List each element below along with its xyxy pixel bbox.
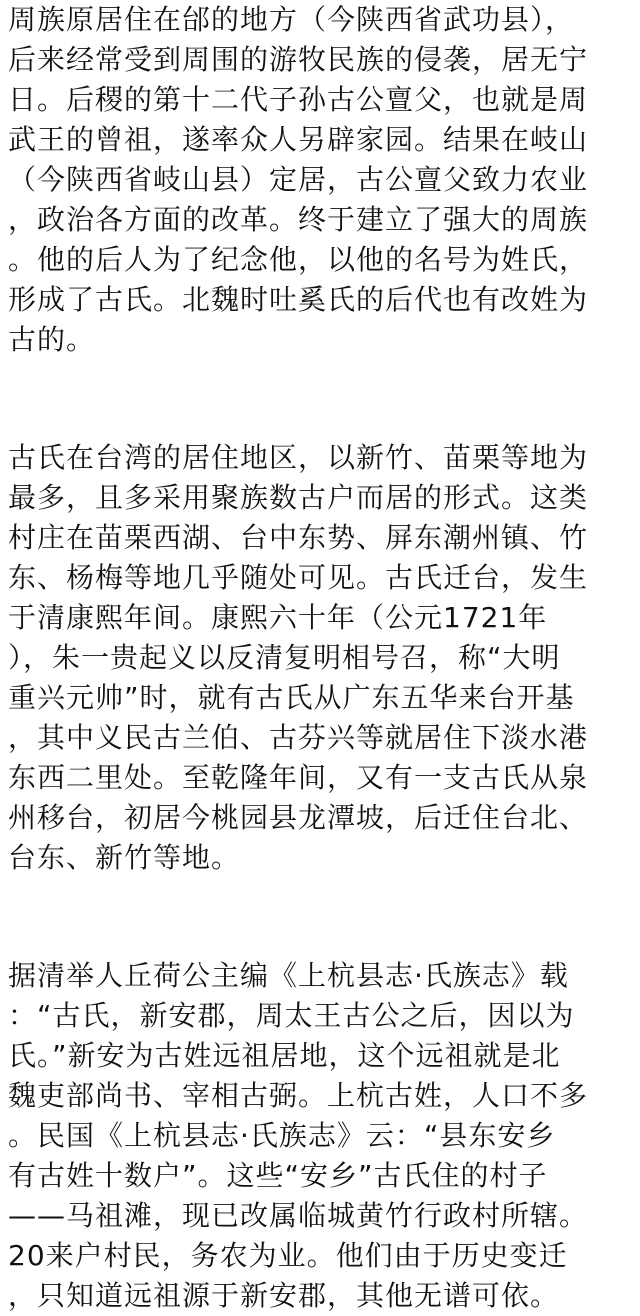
text-line: ——马祖滩，现已改属临城黄竹行政村所辖。	[8, 1199, 589, 1232]
text-line: 有古姓十数户”。这些“安乡”古氏住的村子	[8, 1159, 548, 1192]
text-line: 武王的曾祖，遂率众人另辟家园。结果在岐山	[8, 123, 589, 156]
text-line: 后来经常受到周围的游牧民族的侵袭，居无宁	[8, 43, 589, 76]
text-line: （今陕西省岐山县）定居，古公亶父致力农业	[8, 163, 589, 196]
text-line: 古的。	[8, 323, 96, 356]
text-line: ，其中义民古兰伯、古芬兴等就居住下淡水港	[8, 721, 589, 754]
text-line: ：“古氏，新安郡，周太王古公之后，因以为	[8, 999, 575, 1032]
text-line: ，政治各方面的改革。终于建立了强大的周族	[8, 203, 589, 236]
text-line: 魏吏部尚书、宰相古弼。上杭古姓，人口不多	[8, 1079, 589, 1112]
text-line: ），朱一贵起义以反清复明相号召，称“大明	[8, 641, 561, 674]
text-line: 。他的后人为了纪念他，以他的名号为姓氏，	[8, 243, 589, 276]
text-line: 东西二里处。至乾隆年间，又有一支古氏从泉	[8, 761, 589, 794]
paragraph-origin	[8, 0, 640, 360]
text-line: 氏。”新安为古姓远祖居地，这个远祖就是北	[8, 1039, 561, 1072]
text-line: ，只知道远祖源于新安郡，其他无谱可依。	[8, 1279, 560, 1312]
text-line: 台东、新竹等地。	[8, 841, 241, 874]
text-line: 村庄在苗栗西湖、台中东势、屏东潮州镇、竹	[8, 521, 589, 554]
text-line: 最多，且多采用聚族数古户而居的形式。这类	[8, 481, 589, 514]
text-line: 据清举人丘荷公主编《上杭县志·氏族志》载	[8, 959, 569, 992]
text-line: 。民国《上杭县志·氏族志》云：“县东安乡	[8, 1119, 556, 1152]
text-line: 古氏在台湾的居住地区，以新竹、苗栗等地为	[8, 441, 589, 474]
text-line: 于清康熙年间。康熙六十年（公元1721年	[8, 601, 548, 634]
paragraph-shanghang	[8, 956, 640, 1316]
text-line: 形成了古氏。北魏时吐奚氏的后代也有改姓为	[8, 283, 589, 316]
paragraph-spacer	[8, 878, 640, 956]
paragraph-spacer	[8, 360, 640, 438]
paragraph-taiwan	[8, 438, 640, 878]
text-line: 日。后稷的第十二代子孙古公亶父，也就是周	[8, 83, 589, 116]
text-line: 东、杨梅等地几乎随处可见。古氏迁台，发生	[8, 561, 589, 594]
text-line: 州移台，初居今桃园县龙潭坡，后迁住台北、	[8, 801, 589, 834]
text-line: 重兴元帅”时，就有古氏从广东五华来台开基	[8, 681, 575, 714]
text-line: 周族原居住在邰的地方（今陕西省武功县），	[8, 3, 575, 36]
text-line: 20来户村民，务农为业。他们由于历史变迁	[8, 1239, 568, 1272]
